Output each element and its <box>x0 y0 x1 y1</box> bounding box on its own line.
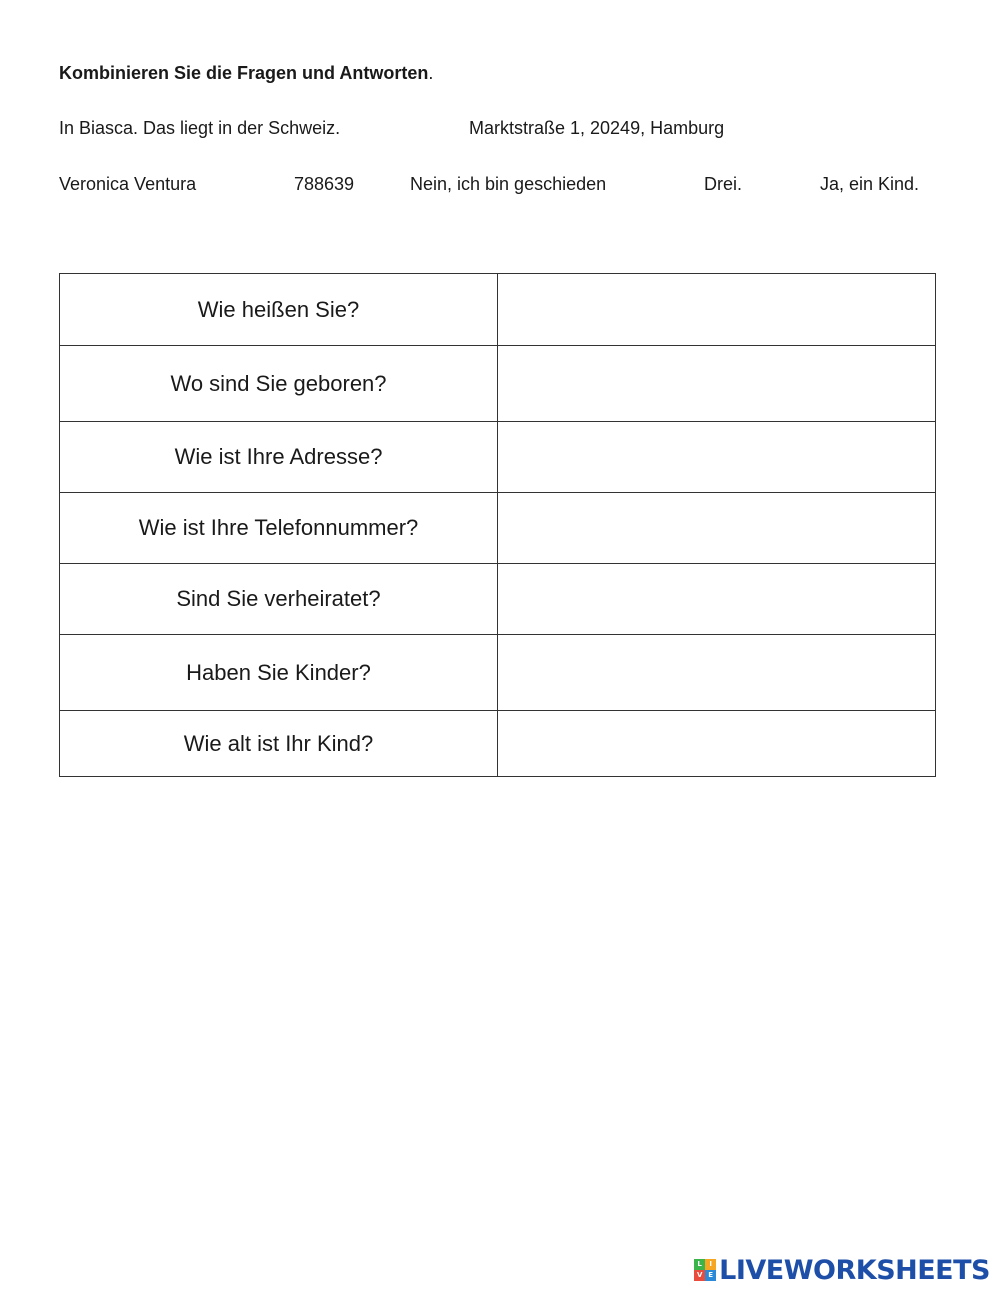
answer-option[interactable]: 788639 <box>294 174 355 194</box>
answer-option[interactable]: Veronica Ventura <box>59 174 197 194</box>
logo-letter: V <box>694 1270 705 1281</box>
answer-drop-cell[interactable] <box>498 564 936 635</box>
instruction <box>59 61 433 85</box>
answer-option[interactable]: Marktstraße 1, 20249, Hamburg <box>469 118 725 138</box>
question-cell: Sind Sie verheiratet? <box>60 564 498 635</box>
table-row <box>60 346 936 422</box>
answer-drop-cell[interactable] <box>498 635 936 711</box>
logo-letter: I <box>705 1259 716 1270</box>
liveworksheets-brand[interactable] <box>694 1253 990 1287</box>
logo-letter: E <box>705 1270 716 1281</box>
table-row <box>60 635 936 711</box>
question-cell: Wie heißen Sie? <box>60 274 498 346</box>
table-row <box>60 422 936 493</box>
answer-drop-cell[interactable] <box>498 346 936 422</box>
answer-drop-cell[interactable] <box>498 711 936 777</box>
question-cell: Wie ist Ihre Adresse? <box>60 422 498 493</box>
brand-name: LIVEWORKSHEETS <box>719 1254 990 1286</box>
answer-drop-cell[interactable] <box>498 422 936 493</box>
instruction-text: Kombinieren Sie die Fragen und Antworten <box>59 63 429 83</box>
logo-letter: L <box>694 1259 705 1270</box>
table-row <box>60 711 936 777</box>
question-cell: Wo sind Sie geboren? <box>60 346 498 422</box>
liveworksheets-logo-icon <box>694 1259 716 1281</box>
table-row <box>60 274 936 346</box>
answer-drop-cell[interactable] <box>498 274 936 346</box>
answer-option[interactable]: In Biasca. Das liegt in der Schweiz. <box>59 118 341 138</box>
answer-drop-cell[interactable] <box>498 493 936 564</box>
question-answer-table <box>59 273 936 777</box>
answer-option[interactable]: Ja, ein Kind. <box>820 174 920 194</box>
answer-option[interactable]: Drei. <box>704 174 743 194</box>
instruction-suffix: . <box>428 63 434 83</box>
question-cell: Wie alt ist Ihr Kind? <box>60 711 498 777</box>
answer-option[interactable]: Nein, ich bin geschieden <box>410 174 607 194</box>
table-row <box>60 493 936 564</box>
question-cell: Haben Sie Kinder? <box>60 635 498 711</box>
question-cell: Wie ist Ihre Telefonnummer? <box>60 493 498 564</box>
table-row <box>60 564 936 635</box>
